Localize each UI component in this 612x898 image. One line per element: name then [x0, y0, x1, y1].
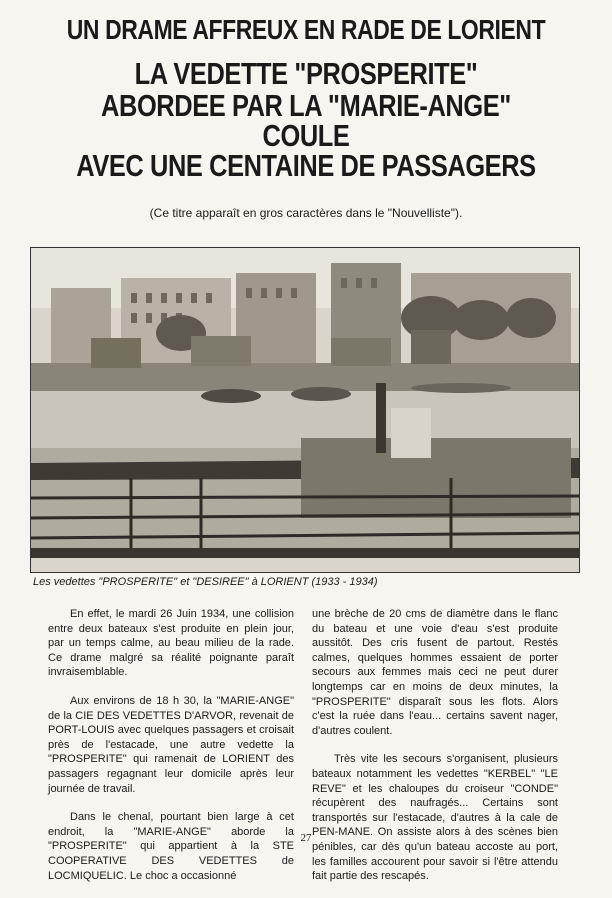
paragraph: Très vite les secours s'organisent, plusieurs bateaux notamment les vedettes "KERBEL" "LE REVE" et les chaloupes du croiseur "CONDE" récupèrent des naufragés... Certains sont transportés sur l'estacade, d'autres à la cale de PEN-MANE. On assiste alors à des scènes bien pénibles, car dès qu'un bateau accoste au port, les familles accourent pour savoir si l'être attendu fait partie des rescapés. — [312, 753, 558, 883]
paragraph: En effet, le mardi 26 Juin 1934, une collision entre deux bateaux s'est produite en plein jour, par un temps calme, au beau milieu de la rade. Ce drame malgré sa réalité poignante paraît invraisemblable. — [48, 608, 294, 679]
headline-line-2: LA VEDETTE "PROSPERITE" — [134, 56, 478, 91]
page-number: 27 — [300, 832, 312, 844]
headline-line-4: COULE — [262, 118, 350, 153]
harbor-photo-drawing — [31, 248, 579, 572]
paragraph: Dans le chenal, pourtant bien large à cet endroit, la "MARIE-ANGE" aborde la "PROSPERITE" qui appartient à la STE COOPERATIVE DES VEDETTES de LOCMIQUELIC. Le choc a occasionné — [48, 811, 294, 882]
paragraph: Aux environs de 18 h 30, la "MARIE-ANGE" de la CIE DES VEDETTES D'ARVOR, revenait de PORT-LOUIS avec quelques passagers et croisait près de l'estacade, une autre vedette la "PROSPERITE" qui ramenait de LORIENT des passagers regagnant leur domicile après leur journée de travail. — [48, 694, 294, 795]
headline-line-5: AVEC UNE CENTAINE DE PASSAGERS — [76, 148, 536, 183]
article-column-left — [48, 607, 294, 897]
subtitle-note: (Ce titre apparaît en gros caractères dans le "Nouvelliste"). — [149, 206, 463, 220]
harbor-photo — [30, 247, 580, 573]
article-column-right — [312, 607, 558, 898]
paragraph: une brèche de 20 cms de diamètre dans le flanc du bateau et une voie d'eau s'est produite aussitôt. Des cris fusent de partout. Restés calmes, quelques hommes essaient de porter secours aux femmes mais ceci ne peut durer longtemps car en moins de deux minutes, la "PROSPERITE" disparaît sous les flots. Alors c'est la ruée dans l'eau... certains savent nager, d'autres coulent. — [312, 608, 558, 737]
headline-line-3: ABORDEE PAR LA "MARIE-ANGE" — [101, 88, 511, 123]
headline-kicker: UN DRAME AFFREUX EN RADE DE LORIENT — [66, 14, 546, 45]
photo-caption: Les vedettes "PROSPERITE" et "DESIREE" à LORIENT (1933 - 1934) — [33, 576, 378, 588]
